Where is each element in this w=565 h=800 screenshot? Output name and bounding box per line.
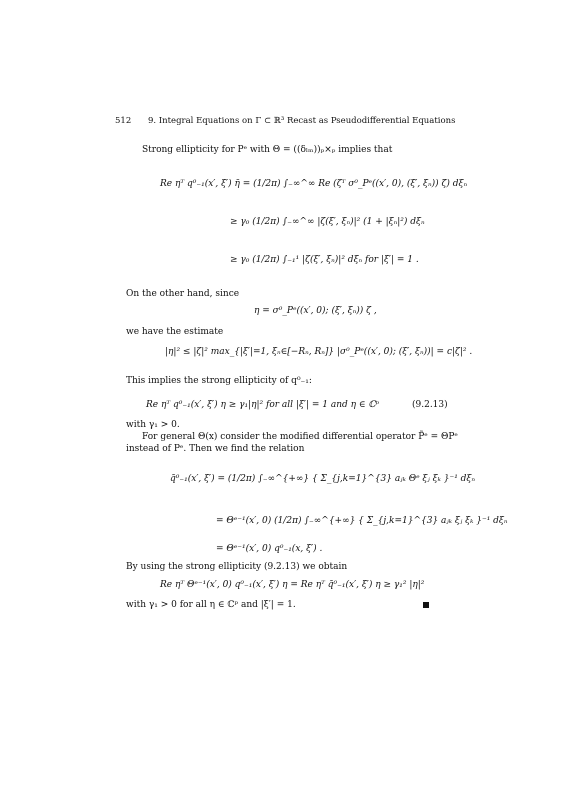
equation-1-line-1: Re ηᵀ q⁰₋₁(x′, ξ′) η̄ = (1/2π) ∫₋∞^∞ Re (ζᵀ σ⁰_Pᵉ((x′, 0), (ξ′, ξₙ)) ζ̄) dξₙ [160,179,468,189]
page-number: 512 [115,116,132,126]
paragraph-instead: instead of Pᵉ. Then we find the relation [126,444,305,454]
running-title: 9. Integral Equations on Γ ⊂ ℝ³ Recast as Pseudodifferential Equations [148,116,456,126]
equation-6: Re ηᵀ Θᵉ⁻¹(x′, 0) q⁰₋₁(x′, ξ′) η = Re ηᵀ q̃⁰₋₁(x′, ξ′) η ≥ γ₁² |η|² [160,580,425,590]
paragraph-final: with γ₁ > 0 for all η ∈ ℂᵖ and |ξ′| = 1. [126,600,296,610]
equation-2: η = σ⁰_Pᵉ((x′, 0); (ξ′, ξₙ)) ζ , [254,306,377,316]
equation-1-line-2: ≥ γ₀ (1/2π) ∫₋∞^∞ |ζ(ξ′, ξₙ)|² (1 + |ξₙ|²) dξₙ [230,217,425,227]
paragraph-implies: This implies the strong ellipticity of q⁰₋₁: [126,376,312,386]
qed-square-icon [423,602,429,608]
paragraph-strong-ellipticity: Strong ellipticity for Pᵉ with Θ = ((δₗₘ))ₚ×ₚ implies that [142,145,393,155]
paragraph-by-using: By using the strong ellipticity (9.2.13) we obtain [126,562,348,572]
equation-1-line-3: ≥ γ₀ (1/2π) ∫₋₁¹ |ζ(ξ′, ξₙ)|² dξₙ for |ξ′| = 1 . [230,255,419,265]
equation-number-9-2-13: (9.2.13) [412,400,448,410]
equation-3: |η|² ≤ |ζ|² max_{|ξ′|=1, ξₙ∈[−Rₙ, Rₙ]} |σ⁰_Pᵉ((x′, 0); (ξ′, ξₙ))| = c|ζ|² . [165,347,473,357]
paragraph-estimate: we have the estimate [126,327,224,337]
paragraph-with-gamma: with γ₁ > 0. [126,420,180,430]
paragraph-other-hand: On the other hand, since [126,289,240,299]
equation-5-line-3: = Θᵉ⁻¹(x′, 0) q⁰₋₁(x, ξ′) . [216,544,323,554]
paragraph-general-theta: For general Θ(x) consider the modified differential operator P̃ᵉ = ΘPᵉ [142,432,458,442]
equation-5-line-2: = Θᵉ⁻¹(x′, 0) (1/2π) ∫₋∞^{+∞} { Σ_{j,k=1}^{3} aⱼₖ ξⱼ ξₖ }⁻¹ dξₙ [216,516,508,526]
equation-4: Re ηᵀ q⁰₋₁(x′, ξ′) η ≥ γ₁|η|² for all |ξ′| = 1 and η ∈ ℂᵖ [146,400,380,410]
equation-5-line-1: q̃⁰₋₁(x′, ξ′) = (1/2π) ∫₋∞^{+∞} { Σ_{j,k=1}^{3} aⱼₖ Θᵉ ξⱼ ξₖ }⁻¹ dξₙ [170,474,476,484]
